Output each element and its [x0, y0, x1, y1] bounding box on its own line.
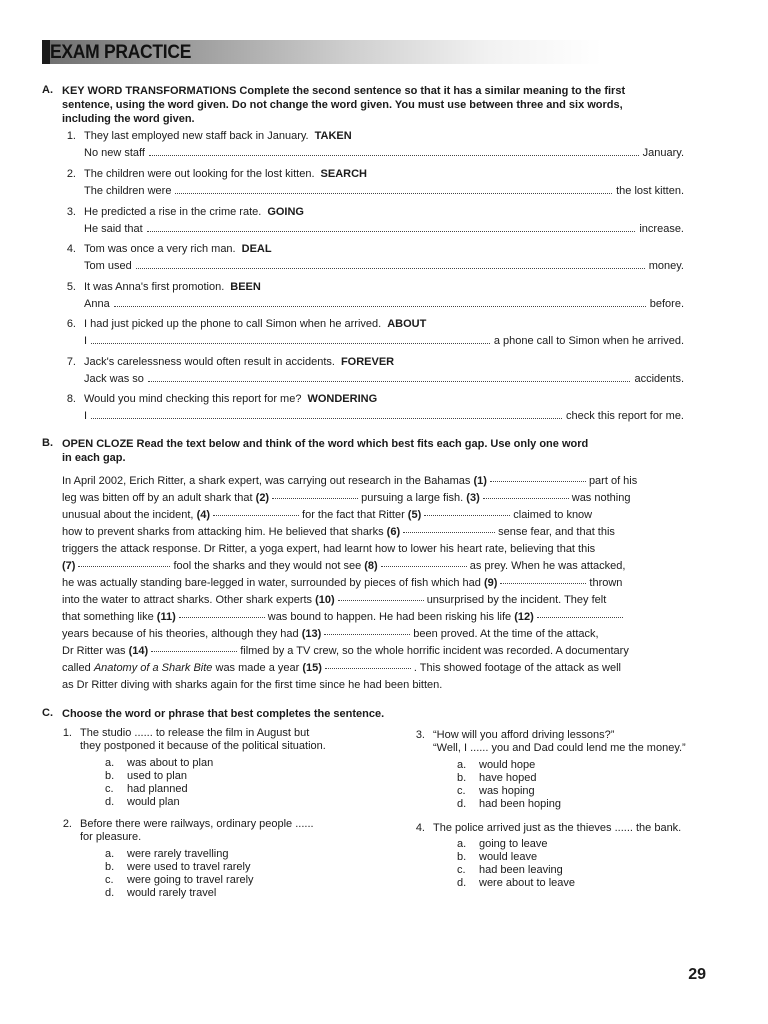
cloze-text: filmed by a TV crew, so the whole horrific incident was recorded. A documentary	[240, 645, 629, 657]
cloze-line	[62, 577, 622, 589]
answer-start: No new staff	[84, 147, 145, 159]
mc-option[interactable]	[457, 877, 575, 889]
answer-row	[84, 223, 684, 235]
gap-blank[interactable]	[500, 582, 586, 584]
mc-option[interactable]	[457, 851, 537, 863]
answer-end: check this report for me.	[566, 410, 684, 422]
keyword: ABOUT	[387, 318, 427, 330]
mc-option[interactable]	[105, 848, 228, 860]
prompt-text: The children were out looking for the lost kitten.	[84, 168, 315, 180]
item-prompt	[84, 356, 394, 368]
item-number: 6.	[66, 318, 76, 330]
cloze-line	[62, 543, 595, 555]
mc-option[interactable]	[105, 887, 216, 899]
gap-blank[interactable]	[381, 565, 467, 567]
cloze-text: called	[62, 662, 91, 674]
mc-option[interactable]	[105, 770, 187, 782]
option-letter: d.	[105, 887, 115, 899]
mc-option[interactable]	[457, 772, 537, 784]
answer-start: I	[84, 335, 88, 347]
transformation-item	[62, 281, 684, 315]
prompt-text: Jack's carelessness would often result in accidents.	[84, 356, 335, 368]
option-text: was about to plan	[127, 757, 214, 769]
mc-option[interactable]	[457, 864, 563, 876]
item-prompt	[84, 168, 367, 180]
gap-number: (14)	[128, 645, 149, 657]
item-prompt	[84, 318, 426, 330]
answer-end: money.	[648, 260, 684, 272]
question-stem: The police arrived just as the thieves ...... the bank.	[433, 822, 682, 834]
cloze-text: that something like	[62, 611, 154, 623]
instruction-line: KEY WORD TRANSFORMATIONS Complete the second sentence so that it has a similar meaning to the first	[62, 85, 626, 97]
prompt-text: Would you mind checking this report for me?	[84, 393, 302, 405]
option-text: going to leave	[479, 838, 548, 850]
cloze-text: sense fear, and that this	[498, 526, 615, 538]
option-letter: c.	[105, 874, 114, 886]
option-letter: a.	[105, 848, 115, 860]
transformation-item	[62, 168, 684, 202]
answer-blank[interactable]	[149, 154, 639, 156]
question-number: 3.	[415, 729, 425, 741]
answer-row	[84, 335, 684, 347]
cloze-text: In April 2002, Erich Ritter, a shark expert, was carrying out research in the Bahamas	[62, 475, 471, 487]
item-number: 7.	[66, 356, 76, 368]
keyword: SEARCH	[320, 168, 367, 180]
option-text: were used to travel rarely	[127, 861, 251, 873]
cloze-text: as prey. When he was attacked,	[469, 560, 626, 572]
cloze-text: unsurprised by the incident. They felt	[426, 594, 607, 606]
gap-blank[interactable]	[78, 565, 170, 567]
question-stem: Before there were railways, ordinary people ......	[80, 818, 314, 830]
item-number: 5.	[66, 281, 76, 293]
cloze-text: into the water to attract sharks. Other shark experts	[62, 594, 313, 606]
keyword: TAKEN	[314, 130, 352, 142]
answer-end: January.	[642, 147, 684, 159]
mc-question	[415, 822, 715, 838]
item-prompt	[84, 243, 272, 255]
cloze-line	[62, 492, 630, 504]
cloze-text: was bound to happen. He had been risking his life	[267, 611, 512, 623]
gap-blank[interactable]	[490, 480, 586, 482]
cloze-text: as Dr Ritter diving with sharks again for the first time since he had been bitten.	[62, 679, 443, 691]
option-letter: a.	[105, 757, 115, 769]
option-text: was hoping	[479, 785, 535, 797]
cloze-line	[62, 679, 442, 691]
item-number: 1.	[66, 130, 76, 142]
mc-option[interactable]	[457, 798, 561, 810]
transformation-item	[62, 356, 684, 390]
option-letter: a.	[457, 759, 467, 771]
option-letter: d.	[457, 877, 467, 889]
keyword: WONDERING	[307, 393, 378, 405]
prompt-text: It was Anna's first promotion.	[84, 281, 225, 293]
option-text: had been hoping	[479, 798, 561, 810]
option-text: would hope	[479, 759, 536, 771]
item-prompt	[84, 393, 377, 405]
answer-blank[interactable]	[114, 305, 646, 307]
transformation-item	[62, 393, 684, 427]
cloze-text: been proved. At the time of the attack,	[413, 628, 599, 640]
gap-blank[interactable]	[179, 616, 265, 618]
cloze-text: claimed to know	[513, 509, 593, 521]
transformation-item	[62, 243, 684, 277]
answer-blank[interactable]	[147, 230, 636, 232]
cloze-text: fool the sharks and they would not see	[173, 560, 362, 572]
gap-number: (12)	[514, 611, 534, 623]
prompt-text: He predicted a rise in the crime rate.	[84, 206, 262, 218]
section-a-instruction	[62, 84, 625, 126]
cloze-text: he was actually standing bare-legged in water, surrounded by pieces of fish which had	[62, 577, 481, 589]
gap-blank[interactable]	[324, 633, 410, 635]
cloze-text: for the fact that Ritter	[302, 509, 405, 521]
gap-number: (8)	[364, 560, 378, 572]
mc-option[interactable]	[457, 838, 548, 850]
gap-number: (6)	[386, 526, 401, 538]
option-letter: a.	[457, 838, 467, 850]
instruction-line: sentence, using the word given. Do not change the word given. You must use between three and six words,	[62, 99, 623, 111]
gap-number: (5)	[407, 509, 422, 521]
question-stem: for pleasure.	[80, 831, 142, 843]
gap-blank[interactable]	[483, 497, 569, 499]
keyword: BEEN	[230, 281, 261, 293]
option-text: were rarely travelling	[127, 848, 229, 860]
answer-start: Anna	[84, 298, 110, 310]
mc-question	[62, 818, 382, 848]
keyword: GOING	[267, 206, 304, 218]
cloze-line	[62, 594, 606, 606]
option-letter: c.	[457, 864, 466, 876]
cloze-text: . This showed footage of the attack as well	[413, 662, 621, 674]
gap-number: (15)	[302, 662, 322, 674]
cloze-line	[62, 628, 599, 640]
section-b-letter: B.	[42, 437, 53, 449]
gap-blank[interactable]	[424, 514, 510, 516]
answer-row	[84, 298, 684, 310]
question-stem: “Well, I ...... you and Dad could lend me the money.”	[433, 742, 686, 754]
gap-number: (2)	[255, 492, 270, 504]
question-number: 1.	[62, 727, 72, 739]
option-text: were going to travel rarely	[127, 874, 254, 886]
mc-option[interactable]	[105, 861, 251, 873]
item-prompt	[84, 130, 352, 142]
option-letter: c.	[105, 783, 114, 795]
gap-blank[interactable]	[272, 497, 358, 499]
answer-blank[interactable]	[136, 267, 645, 269]
cloze-text: how to prevent sharks from attacking him. He believed that sharks	[62, 526, 384, 538]
gap-number: (13)	[301, 628, 322, 640]
answer-row	[84, 147, 684, 159]
cloze-line	[62, 509, 592, 521]
answer-start: Jack was so	[84, 373, 144, 385]
answer-row	[84, 185, 684, 197]
option-letter: b.	[105, 770, 115, 782]
cloze-line	[62, 662, 621, 674]
section-b-instruction	[62, 437, 588, 465]
banner-mark	[42, 40, 50, 64]
page-title: EXAM PRACTICE	[50, 42, 192, 63]
option-text: used to plan	[127, 770, 187, 782]
section-a-letter: A.	[42, 84, 53, 96]
option-letter: b.	[105, 861, 115, 873]
mc-option[interactable]	[105, 757, 213, 769]
keyword: DEAL	[241, 243, 272, 255]
cloze-text: thrown	[589, 577, 623, 589]
answer-row	[84, 373, 684, 385]
option-text: had planned	[127, 783, 188, 795]
answer-end: a phone call to Simon when he arrived.	[493, 335, 684, 347]
gap-blank[interactable]	[213, 514, 299, 516]
cloze-text: Dr Ritter was	[62, 645, 126, 657]
gap-blank[interactable]	[403, 531, 495, 533]
item-number: 4.	[66, 243, 76, 255]
cloze-text: was made a year	[215, 662, 300, 674]
mc-option[interactable]	[457, 759, 535, 771]
cloze-line	[62, 526, 615, 538]
gap-blank[interactable]	[325, 667, 411, 669]
prompt-text: They last employed new staff back in January.	[84, 130, 309, 142]
answer-end: the lost kitten.	[616, 185, 684, 197]
gap-blank[interactable]	[338, 599, 424, 601]
item-prompt	[84, 281, 261, 293]
cloze-text: triggers the attack response. Dr Ritter, a yoga expert, had learnt how to lower his heart rate, believing that this	[62, 543, 596, 555]
section-c-letter: C.	[42, 707, 53, 719]
answer-blank[interactable]	[148, 380, 631, 382]
answer-row	[84, 410, 684, 422]
option-text: were about to leave	[479, 877, 576, 889]
cloze-text: was nothing	[571, 492, 631, 504]
cloze-line	[62, 645, 629, 657]
keyword: FOREVER	[340, 356, 395, 368]
answer-end: increase.	[639, 223, 684, 235]
option-text: have hoped	[479, 772, 537, 784]
section-c-instruction: Choose the word or phrase that best completes the sentence.	[62, 708, 385, 720]
answer-end: before.	[649, 298, 684, 310]
answer-blank[interactable]	[91, 342, 490, 344]
transformation-item	[62, 130, 684, 164]
mc-option[interactable]	[105, 874, 254, 886]
cloze-text: part of his	[588, 475, 638, 487]
prompt-text: I had just picked up the phone to call Simon when he arrived.	[84, 318, 382, 330]
answer-start: I	[84, 410, 88, 422]
transformation-item	[62, 206, 684, 240]
cloze-line	[62, 475, 637, 487]
item-number: 3.	[66, 206, 76, 218]
answer-blank[interactable]	[175, 192, 612, 194]
cloze-text: leg was bitten off by an adult shark that	[62, 492, 253, 504]
gap-number: (3)	[466, 492, 480, 504]
option-letter: b.	[457, 851, 467, 863]
gap-number: (9)	[483, 577, 498, 589]
mc-question	[62, 727, 382, 757]
option-text: had been leaving	[479, 864, 563, 876]
option-letter: d.	[105, 796, 115, 808]
question-number: 4.	[415, 822, 425, 834]
answer-blank[interactable]	[91, 417, 562, 419]
question-stem: The studio ...... to release the film in August but	[80, 727, 310, 739]
page-number: 29	[688, 966, 706, 983]
item-prompt	[84, 206, 304, 218]
cloze-text: pursuing a large fish.	[361, 492, 464, 504]
instruction-line: OPEN CLOZE Read the text below and think of the word which best fits each gap. Use only one word	[62, 438, 589, 450]
option-text: would rarely travel	[127, 887, 217, 899]
gap-number: (7)	[62, 560, 76, 572]
question-number: 2.	[62, 818, 72, 830]
question-stem: they postponed it because of the political situation.	[80, 740, 326, 752]
answer-row	[84, 260, 684, 272]
gap-blank[interactable]	[151, 650, 237, 652]
option-letter: c.	[457, 785, 466, 797]
option-letter: b.	[457, 772, 467, 784]
gap-number: (11)	[156, 611, 176, 623]
mc-question	[415, 729, 715, 759]
mc-option[interactable]	[105, 783, 188, 795]
gap-number: (10)	[315, 594, 335, 606]
cloze-line	[62, 611, 626, 623]
instruction-line: in each gap.	[62, 452, 126, 464]
answer-start: Tom used	[84, 260, 132, 272]
option-letter: d.	[457, 798, 467, 810]
mc-option[interactable]	[457, 785, 535, 797]
option-text: would plan	[127, 796, 180, 808]
cloze-line	[62, 560, 625, 572]
question-stem: “How will you afford driving lessons?”	[433, 729, 615, 741]
prompt-text: Tom was once a very rich man.	[84, 243, 236, 255]
answer-start: The children were	[84, 185, 172, 197]
cloze-text: unusual about the incident,	[62, 509, 194, 521]
option-text: would leave	[479, 851, 538, 863]
gap-number: (4)	[196, 509, 211, 521]
item-number: 8.	[66, 393, 76, 405]
answer-start: He said that	[84, 223, 143, 235]
documentary-title: Anatomy of a Shark Bite	[93, 662, 213, 674]
mc-option[interactable]	[105, 796, 180, 808]
instruction-line: including the word given.	[62, 113, 195, 125]
gap-number: (1)	[473, 475, 487, 487]
cloze-text: years because of his theories, although they had	[62, 628, 299, 640]
item-number: 2.	[66, 168, 76, 180]
transformation-item	[62, 318, 684, 352]
answer-end: accidents.	[634, 373, 684, 385]
gap-blank[interactable]	[537, 616, 623, 618]
